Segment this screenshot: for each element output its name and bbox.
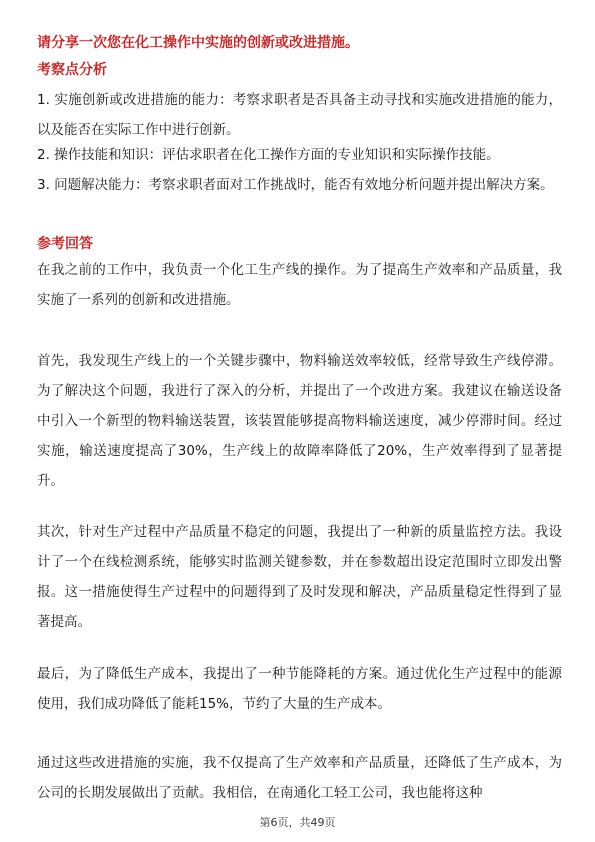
analysis-point-1: 1. 实施创新或改进措施的能力：考察求职者是否具备主动寻找和实施改进措施的能力，以及能否在实际工作中进行创新。: [37, 92, 562, 138]
answer-paragraph-conclusion: 通过这些改进措施的实施，我不仅提高了生产效率和产品质量，还降低了生产成本，为公司的长期发展做出了贡献。我相信，在南通化工轻工公司，我也能将这种: [37, 755, 562, 801]
page-number-footer: 第6页，共49页: [259, 816, 336, 829]
answer-heading: 参考回答: [37, 236, 93, 252]
answer-paragraph-second: 其次，针对生产过程中产品质量不稳定的问题，我提出了一种新的质量监控方法。我设计了一个在线检测系统，能够实时监测关键参数，并在参数超出设定范围时立即发出警报。这一措施使得生产过程中的问题得到了及时发现和解决，产品质量稳定性得到了显著提高。: [37, 524, 562, 630]
analysis-point-2: 2. 操作技能和知识：评估求职者在化工操作方面的专业知识和实际操作技能。: [37, 147, 500, 163]
question-title: 请分享一次您在化工操作中实施的创新或改进措施。: [37, 35, 359, 51]
answer-paragraph-intro: 在我之前的工作中，我负责一个化工生产线的操作。为了提高生产效率和产品质量，我实施了一系列的创新和改进措施。: [37, 262, 562, 308]
analysis-point-3: 3. 问题解决能力：考察求职者面对工作挑战时，能否有效地分析问题并提出解决方案。: [37, 177, 554, 193]
answer-paragraph-third: 最后，为了降低生产成本，我提出了一种节能降耗的方案。通过优化生产过程中的能源使用，我们成功降低了能耗15%，节约了大量的生产成本。: [37, 666, 562, 712]
analysis-heading: 考察点分析: [37, 62, 107, 78]
answer-paragraph-first: 首先，我发现生产线上的一个关键步骤中，物料输送效率较低，经常导致生产线停滞。为了解决这个问题，我进行了深入的分析，并提出了一个改进方案。我建议在输送设备中引入一个新型的物料输送装置，该装置能够提高物料输送速度，减少停滞时间。经过实施，输送速度提高了30%，生产线上的故障率降低了20%，生产效率得到了显著提升。: [37, 353, 562, 489]
